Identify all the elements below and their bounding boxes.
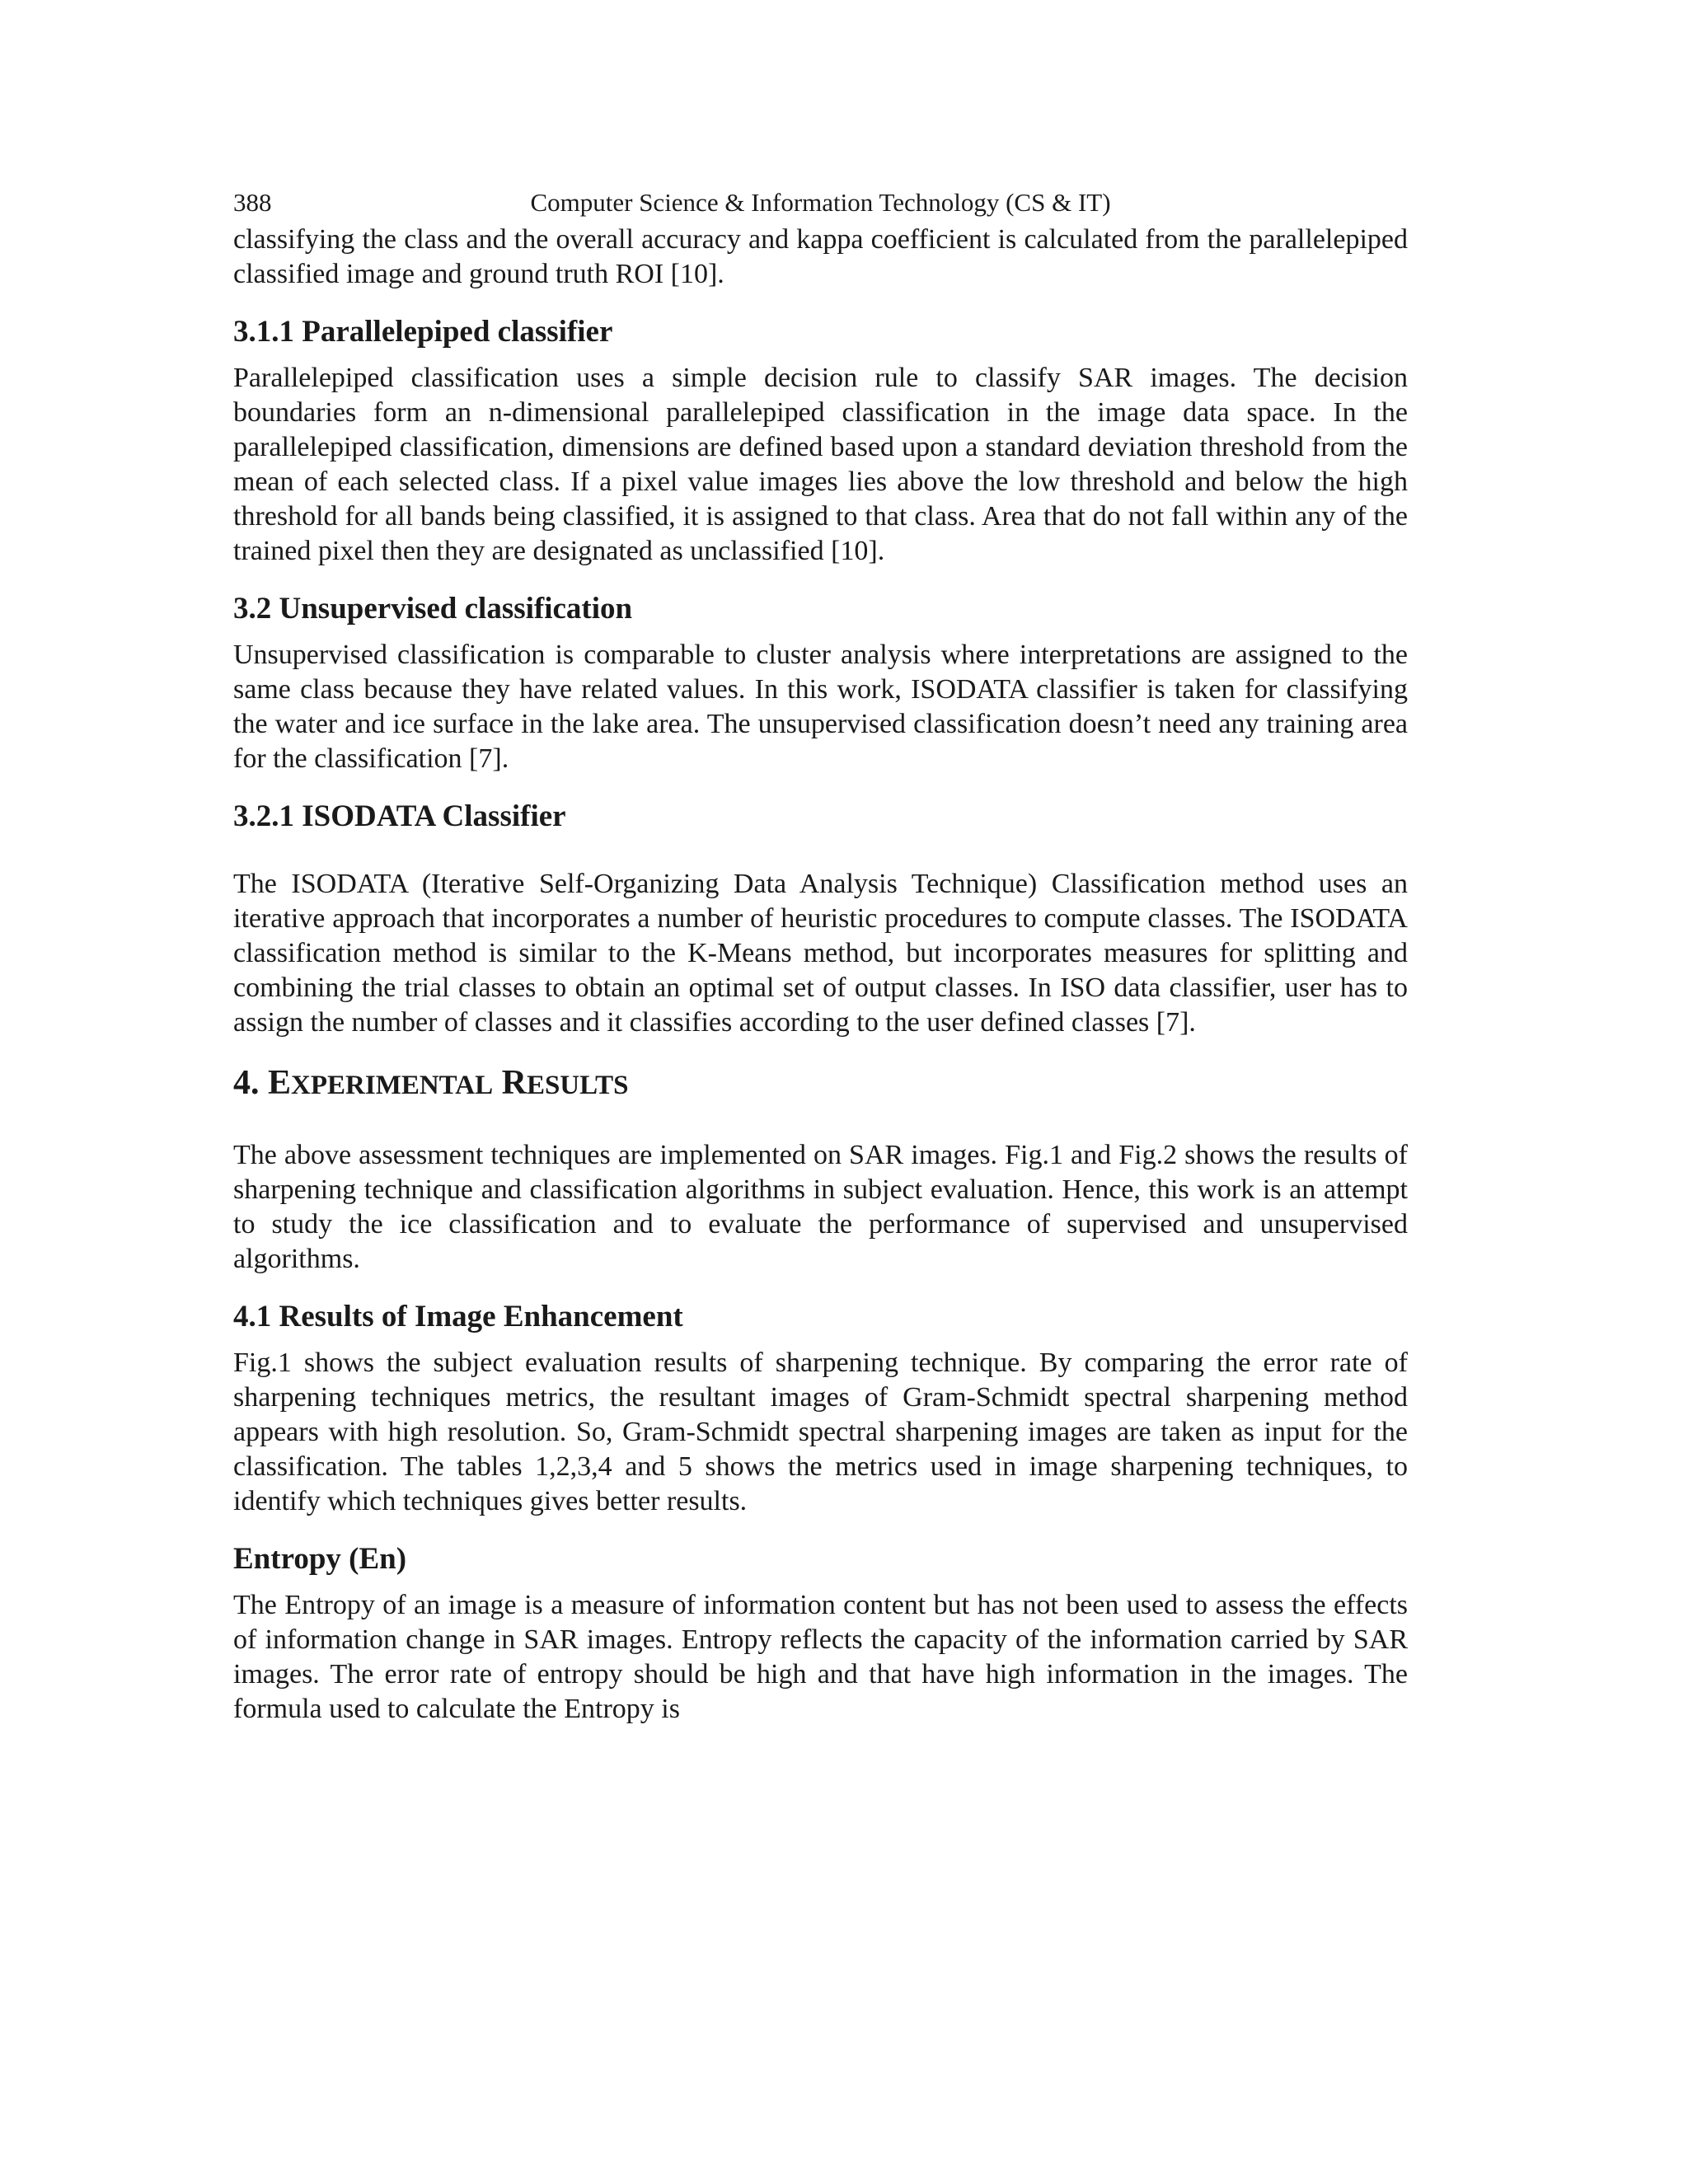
- journal-title: Computer Science & Information Technology (CS & IT): [530, 188, 1111, 217]
- parallelepiped-paragraph: Parallelepiped classification uses a simple decision rule to classify SAR images. The decision boundaries form an n-dimensional parallelepiped classification in the image data space. In the parallelepiped classification, dimensions are defined based upon a standard deviation threshold from the mean of each selected class. If a pixel value images lies above the low threshold and below the high threshold for all bands being classified, it is assigned to that class. Area that do not fall within any of the trained pixel then they are designated as unclassified [10].: [233, 363, 1408, 566]
- section-heading-experimental: [233, 1062, 1408, 1107]
- unsupervised-paragraph: Unsupervised classification is comparable to cluster analysis where interpretations are assigned to the same class because they have related values. In this work, ISODATA classifier is taken for classifying the water and ice surface in the lake area. The unsupervised classification doesn’t need any training area for the classification [7].: [233, 640, 1408, 774]
- entropy-paragraph: The Entropy of an image is a measure of information content but has not been used to assess the effects of information change in SAR images. Entropy reflects the capacity of the information carried by SAR images. The error rate of entropy should be high and that have high information in the images. The formula used to calculate the Entropy is: [233, 1590, 1408, 1724]
- experimental-word1-rest: XPERIMENTAL: [291, 1071, 494, 1100]
- experimental-number: 4.: [233, 1064, 268, 1102]
- isodata-paragraph: The ISODATA (Iterative Self-Organizing Data Analysis Technique) Classification method uses an iterative approach that incorporates a number of heuristic procedures to compute classes. The ISODATA classification method is similar to the K-Means method, but incorporates measures for splitting and combining the trial classes to obtain an optimal set of output classes. In ISO data classifier, user has to assign the number of classes and it classifies according to the user defined classes [7].: [233, 869, 1408, 1038]
- experimental-paragraph: The above assessment techniques are implemented on SAR images. Fig.1 and Fig.2 shows the results of sharpening technique and classification algorithms in subject evaluation. Hence, this work is an attempt to study the ice classification and to evaluate the performance of supervised and unsupervised algorithms.: [233, 1140, 1408, 1274]
- running-head: [233, 183, 1408, 223]
- experimental-word2-cap: R: [501, 1064, 527, 1102]
- page-number: 388: [233, 188, 272, 217]
- section-heading-enhancement: 4.1 Results of Image Enhancement: [233, 1300, 683, 1333]
- section-heading-entropy: Entropy (En): [233, 1542, 407, 1576]
- enhancement-paragraph: Fig.1 shows the subject evaluation results of sharpening technique. By comparing the error rate of sharpening techniques metrics, the resultant images of Gram-Schmidt spectral sharpening method appears with high resolution. So, Gram-Schmidt spectral sharpening images are taken as input for the classification. The tables 1,2,3,4 and 5 shows the metrics used in image sharpening techniques, to identify which techniques gives better results.: [233, 1347, 1408, 1516]
- section-heading-unsupervised: 3.2 Unsupervised classification: [233, 592, 633, 626]
- experimental-word2-rest: ESULTS: [526, 1071, 629, 1100]
- paper-page: [233, 183, 1408, 1727]
- section-heading-isodata: 3.2.1 ISODATA Classifier: [233, 799, 566, 833]
- experimental-word1-cap: E: [268, 1064, 292, 1102]
- intro-paragraph: classifying the class and the overall accuracy and kappa coefficient is calculated from the parallelepiped classified image and ground truth ROI [10].: [233, 224, 1408, 289]
- section-heading-parallelepiped: 3.1.1 Parallelepiped classifier: [233, 315, 613, 349]
